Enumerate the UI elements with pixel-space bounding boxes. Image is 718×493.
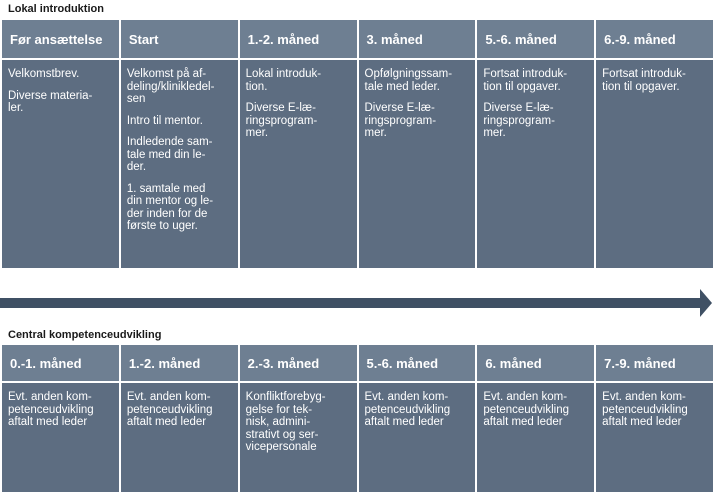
central-cell-2 [240,383,357,492]
timeline-arrow-shape [0,289,712,317]
local-cell-0-item-1: Diverse materia- ler. [8,89,93,114]
central-header-2: 2.-3. måned [240,345,357,381]
local-cell-5 [596,60,713,268]
central-cell-4-item-0: Evt. anden kom- petenceudvikling aftalt med leder [483,391,569,428]
local-cell-2-item-0: Lokal introduk- tion. [245,68,322,93]
local-cell-1-item-3: 1. samtale med din mentor og le- der inden for de første to uger. [126,182,214,232]
local-header-3: 3. måned [359,20,476,58]
local-header-0: Før ansættelse [2,20,119,58]
local-cell-0 [2,60,119,268]
local-timeline-table [2,20,713,268]
local-cell-5-item-0: Fortsat introduk- tion til opgaver. [602,68,686,93]
central-timeline-table [2,345,713,492]
local-cell-1-item-1: Intro til mentor. [126,114,203,127]
local-cell-2-item-1: Diverse E-læ- ringsprogram- mer. [245,102,318,139]
central-cell-1-item-0: Evt. anden kom- petenceudvikling aftalt med leder [126,391,213,428]
local-header-5: 6.-9. måned [596,20,713,58]
local-cell-4-item-0: Fortsat introduk- tion til opgaver. [483,68,568,93]
central-header-0: 0.-1. måned [2,345,119,381]
central-header-4: 6. måned [477,345,594,381]
central-cell-3-item-0: Evt. anden kom- petenceudvikling aftalt med leder [364,391,451,428]
local-cell-4 [477,60,594,268]
central-cell-0 [2,383,119,492]
local-header-4: 5.-6. måned [477,20,594,58]
timeline-arrow [0,289,718,319]
local-cell-3-item-0: Opfølgningssam- tale med leder. [364,68,453,93]
central-cell-4 [477,383,594,492]
local-cell-2 [240,60,357,268]
local-header-1: Start [121,20,238,58]
central-cell-5 [596,383,713,492]
central-header-3: 5.-6. måned [359,345,476,381]
local-cell-3 [359,60,476,268]
central-cell-1 [121,383,238,492]
local-cell-4-item-1: Diverse E-læ- ringsprogram- mer. [483,102,555,139]
central-header-1: 1.-2. måned [121,345,238,381]
central-cell-3 [359,383,476,492]
local-cell-0-item-0: Velkomstbrev. [8,68,80,80]
central-cell-0-item-0: Evt. anden kom- petenceudvikling aftalt med leder [8,391,94,428]
central-cell-5-item-0: Evt. anden kom- petenceudvikling aftalt med leder [602,391,688,428]
local-section-title: Lokal introduktion [8,3,104,15]
local-cell-1 [121,60,238,268]
central-header-5: 7.-9. måned [596,345,713,381]
central-section-title: Central kompetenceudvikling [8,329,162,341]
local-cell-1-item-0: Velkomst på af- deling/klinikledel- sen [126,68,215,105]
local-cell-1-item-2: Indledende sam- tale med din le- der. [126,136,213,173]
central-cell-2-item-0: Konfliktforebyg- gelse for tek- nisk, admini- strativt og ser- vicepersonale [245,391,326,453]
local-header-2: 1.-2. måned [240,20,357,58]
local-cell-3-item-1: Diverse E-læ- ringsprogram- mer. [364,102,437,139]
